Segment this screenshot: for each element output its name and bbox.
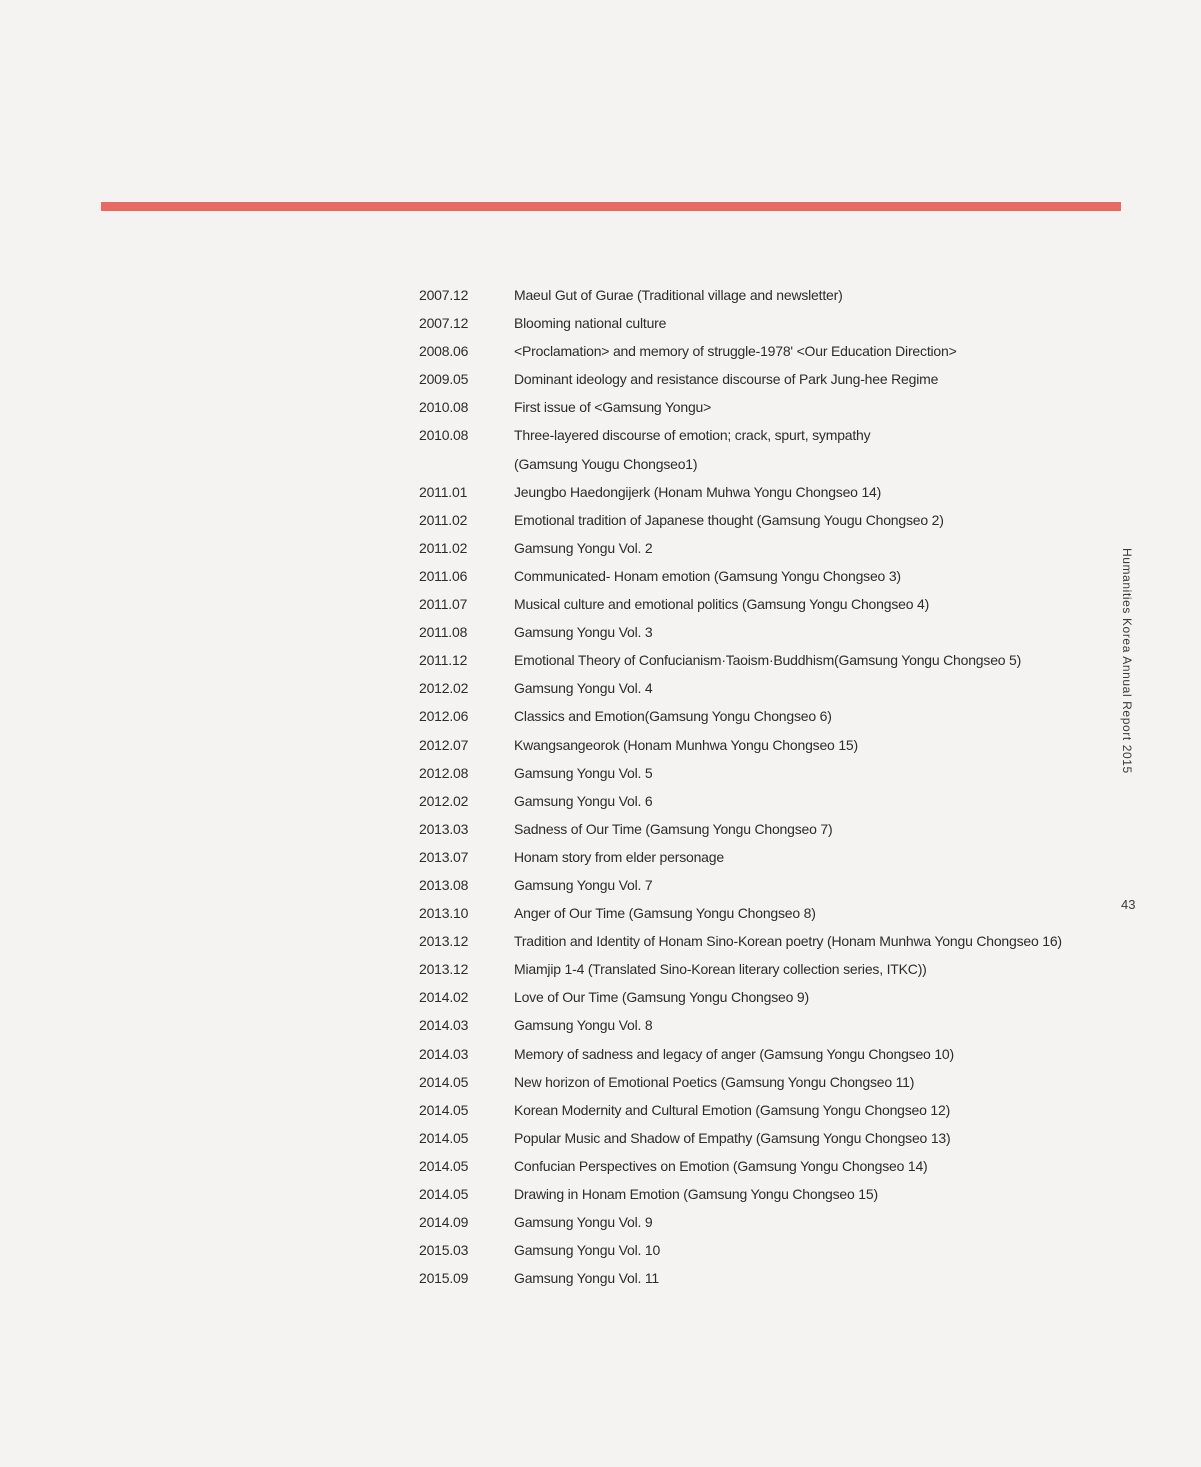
publication-date: 2009.05 — [419, 371, 469, 388]
publication-title: Honam story from elder personage — [514, 848, 724, 865]
publication-date: 2007.12 — [419, 315, 469, 332]
publication-date: 2011.01 — [419, 483, 468, 500]
publication-date: 2014.05 — [419, 1101, 469, 1118]
publication-date: 2013.08 — [419, 876, 469, 893]
publication-title: Gamsung Yongu Vol. 5 — [514, 764, 653, 781]
publication-row — [419, 759, 1119, 787]
publication-row — [419, 1011, 1119, 1039]
publication-title: Musical culture and emotional politics (Gamsung Yongu Chongseo 4) — [514, 596, 930, 613]
publication-title: Blooming national culture — [514, 315, 667, 332]
publication-date: 2015.09 — [419, 1270, 469, 1287]
publication-title: Confucian Perspectives on Emotion (Gamsung Yongu Chongseo 14) — [514, 1157, 928, 1174]
publication-date: 2014.03 — [419, 1045, 469, 1062]
publication-row — [419, 815, 1119, 843]
publication-date: 2011.07 — [419, 596, 468, 613]
publication-date: 2013.12 — [419, 933, 469, 950]
publication-row — [419, 787, 1119, 815]
publication-title: Emotional Theory of Confucianism·Taoism·Buddhism(Gamsung Yongu Chongseo 5) — [514, 652, 1022, 669]
page-number: 43 — [1121, 897, 1136, 912]
publication-date: 2013.03 — [419, 820, 469, 837]
publication-date: 2013.12 — [419, 961, 469, 978]
publication-title: Gamsung Yongu Vol. 3 — [514, 624, 653, 641]
publication-title: Love of Our Time (Gamsung Yongu Chongseo 9) — [514, 989, 809, 1006]
publication-title: Gamsung Yongu Vol. 6 — [514, 792, 653, 809]
report-title-vertical: Humanities Korea Annual Report 2015 — [1120, 548, 1134, 774]
publication-list — [419, 281, 1119, 1292]
publication-date: 2015.03 — [419, 1242, 469, 1259]
publication-title: Gamsung Yongu Vol. 2 — [514, 539, 653, 556]
publication-date: 2012.06 — [419, 708, 469, 725]
publication-title: Miamjip 1-4 (Translated Sino-Korean literary collection series, ITKC)) — [514, 961, 927, 978]
publication-row — [419, 1180, 1119, 1208]
publication-row — [419, 1152, 1119, 1180]
publication-row — [419, 731, 1119, 759]
publication-title: Jeungbo Haedongijerk (Honam Muhwa Yongu Chongseo 14) — [514, 483, 882, 500]
publication-row — [419, 478, 1119, 506]
accent-rule — [101, 202, 1121, 211]
publication-row — [419, 393, 1119, 421]
publication-title: Emotional tradition of Japanese thought (Gamsung Yougu Chongseo 2) — [514, 511, 944, 528]
publication-date: 2011.08 — [419, 624, 468, 641]
publication-title: Sadness of Our Time (Gamsung Yongu Chongseo 7) — [514, 820, 833, 837]
publication-date: 2012.08 — [419, 764, 469, 781]
publication-title: First issue of <Gamsung Yongu> — [514, 399, 712, 416]
publication-title: Kwangsangeorok (Honam Munhwa Yongu Chongseo 15) — [514, 736, 858, 753]
publication-date: 2010.08 — [419, 427, 469, 444]
publication-title: New horizon of Emotional Poetics (Gamsung Yongu Chongseo 11) — [514, 1073, 915, 1090]
publication-title: Gamsung Yongu Vol. 11 — [514, 1270, 659, 1287]
publication-date: 2013.07 — [419, 848, 469, 865]
publication-title: Anger of Our Time (Gamsung Yongu Chongseo 8) — [514, 905, 816, 922]
publication-title: Gamsung Yongu Vol. 8 — [514, 1017, 653, 1034]
publication-title: Gamsung Yongu Vol. 7 — [514, 876, 653, 893]
publication-title: Gamsung Yongu Vol. 9 — [514, 1214, 653, 1231]
publication-title: Three-layered discourse of emotion; crack, spurt, sympathy (Gamsung Yougu Chongseo1) — [514, 427, 871, 472]
publication-date: 2011.02 — [419, 539, 468, 556]
publication-date: 2007.12 — [419, 287, 469, 303]
publication-row — [419, 1208, 1119, 1236]
publication-row — [419, 955, 1119, 983]
publication-row — [419, 1096, 1119, 1124]
publication-date: 2012.02 — [419, 680, 469, 697]
publication-date: 2014.05 — [419, 1157, 469, 1174]
publication-row — [419, 1236, 1119, 1264]
publication-date: 2012.07 — [419, 736, 469, 753]
publication-row — [419, 309, 1119, 337]
publication-row — [419, 899, 1119, 927]
publication-date: 2014.02 — [419, 989, 469, 1006]
publication-row — [419, 927, 1119, 955]
publication-row — [419, 983, 1119, 1011]
publication-date: 2014.05 — [419, 1129, 469, 1146]
publication-date: 2014.05 — [419, 1073, 469, 1090]
publication-title: Drawing in Honam Emotion (Gamsung Yongu Chongseo 15) — [514, 1186, 878, 1202]
publication-date: 2010.08 — [419, 399, 469, 416]
publication-date: 2014.09 — [419, 1214, 469, 1231]
publication-title: Classics and Emotion(Gamsung Yongu Chongseo 6) — [514, 708, 832, 725]
publication-title: Korean Modernity and Cultural Emotion (Gamsung Yongu Chongseo 12) — [514, 1101, 951, 1118]
publication-date: 2011.12 — [419, 652, 468, 669]
publication-row — [419, 674, 1119, 702]
publication-date: 2014.03 — [419, 1017, 469, 1034]
publication-row — [419, 534, 1119, 562]
publication-row — [419, 618, 1119, 646]
publication-row — [419, 843, 1119, 871]
publication-title: Memory of sadness and legacy of anger (Gamsung Yongu Chongseo 10) — [514, 1045, 954, 1062]
publication-row — [419, 562, 1119, 590]
publication-title: Tradition and Identity of Honam Sino-Korean poetry (Honam Munhwa Yongu Chongseo 16) — [514, 933, 1062, 950]
publication-row — [419, 421, 1119, 477]
publication-row — [419, 365, 1119, 393]
publication-date: 2008.06 — [419, 343, 469, 360]
publication-title: Gamsung Yongu Vol. 10 — [514, 1242, 661, 1259]
publication-title: Gamsung Yongu Vol. 4 — [514, 680, 653, 697]
publication-title: Popular Music and Shadow of Empathy (Gamsung Yongu Chongseo 13) — [514, 1129, 951, 1146]
publication-date: 2014.05 — [419, 1186, 469, 1202]
publication-title: Maeul Gut of Gurae (Traditional village and newsletter) — [514, 287, 843, 303]
publication-date: 2013.10 — [419, 905, 469, 922]
publication-row — [419, 646, 1119, 674]
publication-title: Dominant ideology and resistance discourse of Park Jung-hee Regime — [514, 371, 939, 388]
publication-row — [419, 871, 1119, 899]
publication-row — [419, 337, 1119, 365]
publication-row — [419, 1040, 1119, 1068]
publication-row — [419, 702, 1119, 730]
publication-date: 2011.02 — [419, 511, 468, 528]
publication-date: 2012.02 — [419, 792, 469, 809]
publication-title: Communicated- Honam emotion (Gamsung Yongu Chongseo 3) — [514, 567, 901, 584]
publication-title: <Proclamation> and memory of struggle-1978' <Our Education Direction> — [514, 343, 957, 360]
publication-row — [419, 506, 1119, 534]
publication-row — [419, 1124, 1119, 1152]
publication-row — [419, 281, 1119, 309]
publication-row — [419, 590, 1119, 618]
publication-row — [419, 1068, 1119, 1096]
publication-date: 2011.06 — [419, 567, 468, 584]
publication-row — [419, 1264, 1119, 1292]
